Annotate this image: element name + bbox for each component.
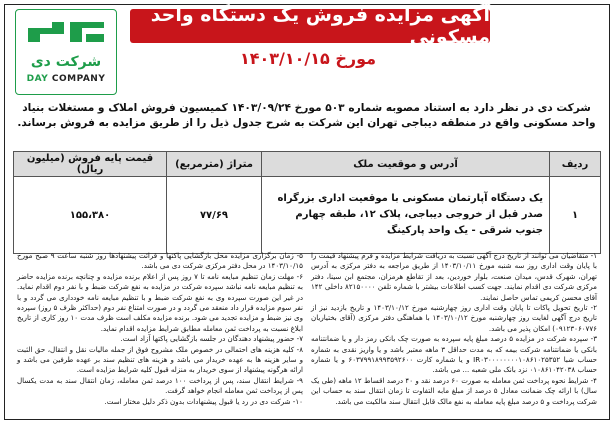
cell-area: ۷۷/۶۹ [167, 177, 262, 254]
header-row-number: ردیف [550, 152, 601, 177]
cell-address: یک دستگاه آپارتمان مسکونی با موقعیت اداری بزرگراه صدر قبل از خروجی دیباجی، پلاک ۱۲، طبقه چهارم جنوب شرقی - یک واحد پارکینگ [262, 177, 550, 254]
note-item: ۱- متقاضیان می توانند از تاریخ درج آگهی نسبت به دریافت شرایط مزایده و فرم پیشنهاد قیمت را با پایان وقت اداری روز سه شنبه مورخ ۱۴۰۳/۱۰/۱۱ از طریق مراجعه به دفتر مرکزی به آدرس تهران، شهرک قدس، میدان صنعت، بلوار خوردین، بعد از تقاطع هرمزان، مجتمع ابن سینا، دفتر مرکزی شرکت دی اقدام نمایند. جهت کسب اطلاعات بیشتر با شماره تلفن ۸۲۱۵۰۰۰۰ داخلی ۱۴۲ آقای محسن کریمی تماس حاصل نمایند. [311, 251, 597, 302]
cell-price: ۱۵۵،۳۸۰ [14, 177, 167, 254]
header [5, 5, 608, 100]
auction-date: مورخ ۱۴۰۳/۱۰/۱۵ [239, 49, 377, 68]
table-row [14, 177, 601, 254]
note-item: ۷- حضور پیشنهاد دهندگان در جلسه بازگشایی پاکتها آزاد است. [120, 334, 303, 344]
property-table [13, 151, 601, 254]
notes-column-left [13, 249, 307, 413]
cell-row-number: ۱ [550, 177, 601, 254]
logo-mark-icon [24, 14, 108, 52]
note-item: ۵- زمان برگزاری مزایده محل بازگشایی پاکتها و قرائت پیشنهادها روز شنبه ساعت ۹ صبح مورخ ۱۴۰۳/۱۰/۱۵ در محل دفتر مرکزی شرکت دی می باشد. [17, 251, 303, 271]
note-item: ۳- سپرده شرکت در مزایده ۵ درصد مبلغ پایه سپرده به صورت چک بانکی رمز دار و یا ضمانتنامه بانکی یا ضمانتنامه شرکت بیمه که به مدت حداقل ۳ ماهه معتبر باشد و یا واریز نقدی به شماره حساب شبا IR۰۳۰۰۰۰۰۰۰۰۱۰۸۶۱۰۲۵۳۵۲ و یا شماره کارت ۶۰۳۷۹۹۱۸۹۹۳۵۹۲۶۰۰ و یا شماره حساب ۰۱۰۸۶۱۰۴۲۰۳۸ نزد بانک ملی شعبه ... می باشد. [311, 334, 598, 375]
note-item: ۴- شرایط نحوه پرداخت ثمن معامله به صورت ۶۰ درصد نقد و ۴۰ درصد اقساط ۱۲ ماهه (طی یک سال) با ارائه چک ضمانت معادل ۵ درصد از مبلغ مابه التفاوت تا زمان انتقال سند به حساب این شرکت پرداخت و ۵ درصد مبلغ پایه معامله به نفع مالک قابل انتقال سند مالکیت می باشد. [311, 375, 597, 406]
logo-text-en [16, 74, 116, 84]
logo-text-company: COMPANY [51, 74, 106, 84]
table-header-row [14, 152, 601, 177]
notes-column-right [307, 249, 601, 413]
company-logo [15, 9, 117, 95]
header-price: قیمت پایه فروش (میلیون ریال) [14, 152, 167, 177]
logo-text-fa: شرکت دی [30, 54, 102, 70]
logo-text-day: DAY [26, 74, 49, 84]
advertisement-page [4, 4, 610, 420]
note-item: ۹- شرایط انتقال سند، پس از پرداخت ۱۰۰ درصد ثمن معامله، زمان انتقال سند به مدت یکسال پس از پرداخت ثمن معامله انجام خواهد گرفت. [17, 375, 303, 396]
header-address: آدرس و موقعیت ملک [262, 152, 550, 177]
note-item: ۲- تاریخ تحویل پاکات تا پایان وقت اداری روز چهارشنبه مورخ ۱۴۰۳/۱۰/۱۲ و تاریخ بازدید نیز از تاریخ درج آگهی لغایت روز چهارشنبه مورخ ۱۴۰۳/۱۰/۱۲ با هماهنگی دفتر مرکزی (آقای بختیاریان ۰۹۱۲۳۰۶۰۷۷۶) امکان پذیر می باشد. [311, 303, 597, 333]
auction-title: آگهی مزایده فروش یک دستگاه واحد مسکونی [130, 9, 490, 43]
intro-paragraph: شرکت دی در نظر دارد به استناد مصوبه شماره ۵۰۳ مورخ ۱۴۰۳/۰۹/۲۴ کمیسیون فروش املاک و مستغلات بنیاد واحد مسکونی واقع در منطقه دیباجی تهران این شرکت به شرح جدول ذیل را از طریق مزایده به فروش برساند. [17, 102, 596, 129]
header-area: متراژ (مترمربع) [167, 152, 262, 177]
note-item: ۶- مهلت زمان تنظیم مبایعه نامه تا ۷ روز پس از اعلام برنده مزایده و چنانچه برنده مزایده حاضر به تنظیم مبایعه نامه نباشد سپرده شرکت در مزایده به نفع شرکت ضبط و با نفر دوم اقدام نماید. در غیر این صورت سپرده وی به نفع شرکت ضبط و با تنظیم مبایعه نامه خودداری می گردد و با نفر سوم مزایده قرار داد منعقد می گردد و در صورت امتناع نفر دوم (حداکثر ظرف ۵ روز) سپرده وی نیز ضبط و مزایده تجدید می شود. برنده مزایده مکلف است ظرف مدت ۱۰ روز کاری از تاریخ ابلاغ نسبت به پرداخت ثمن معامله مطابق شرایط مزایده اقدام نماید. [17, 271, 304, 333]
conditions-notes [13, 249, 601, 413]
note-item: ۱۰- شرکت دی در رد یا قبول پیشنهادات بدون ذکر دلیل مختار است. [104, 396, 303, 406]
note-item: ۸- کلیه هزینه های احتمالی در خصوص ملک مشروح فوق از جمله مالیات نقل و انتقال، حق الثبت و سایر هزینه ها به عهده خریدار می باشد و هزینه های تنظیم سند بر عهده طرفین می باشد و ارائه هرگونه پیشنهاد از سوی خریدار به منزله قبول کلیه شرایط مزایده است. [17, 344, 303, 375]
